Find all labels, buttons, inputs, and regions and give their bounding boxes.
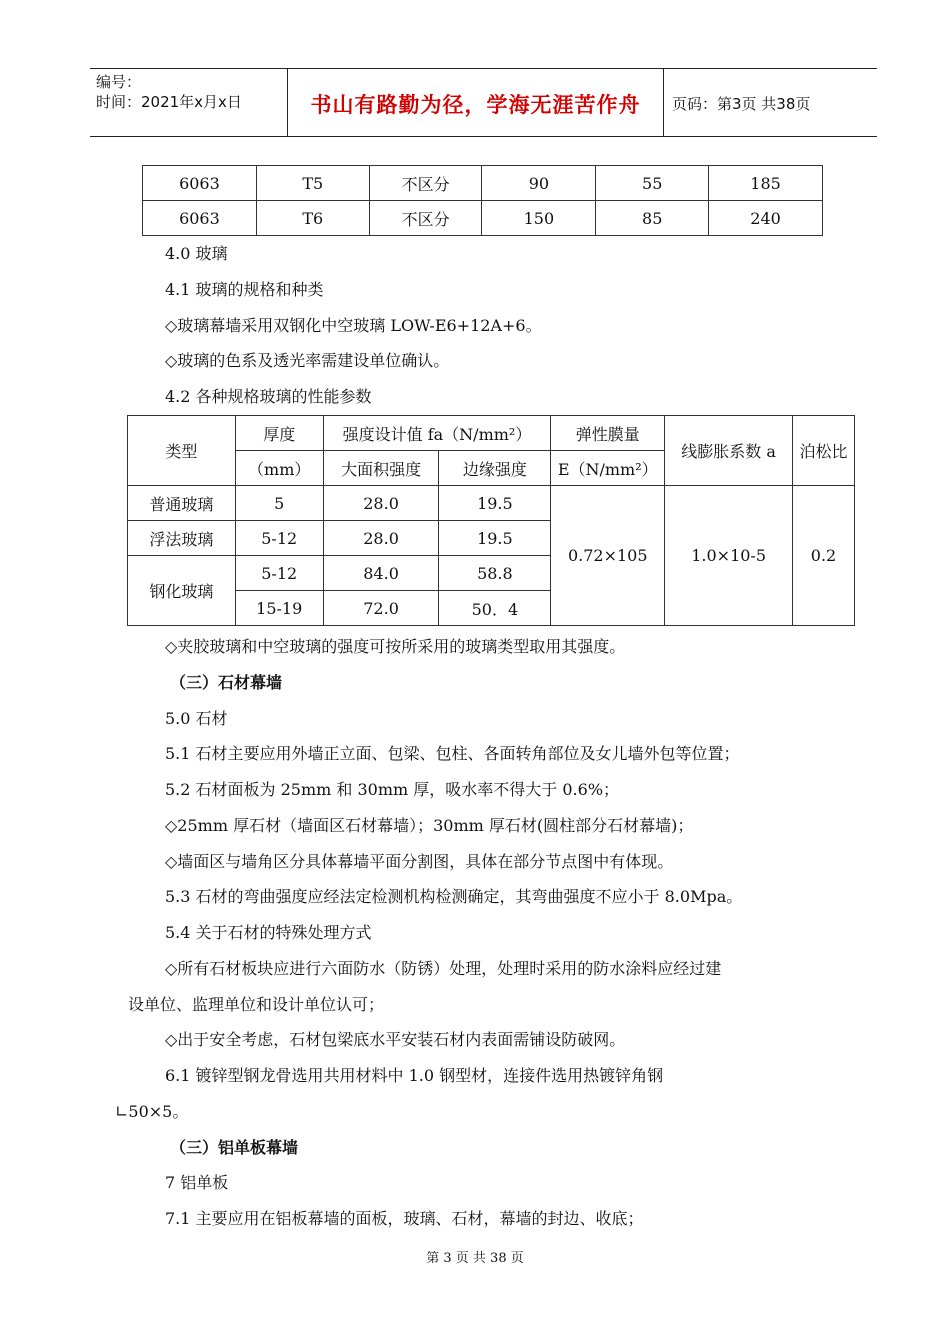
- page-header: [90, 68, 877, 137]
- table-cell: 150: [482, 201, 596, 236]
- page-footer: 第 3 页 共 38 页: [426, 1251, 524, 1266]
- table-cell: 15-19: [235, 591, 323, 626]
- paragraph: 6.1 镀锌型钢龙骨选用共用材料中 1.0 钢型材，连接件选用热镀锌角钢: [165, 1066, 664, 1085]
- table-cell: 普通玻璃: [128, 486, 236, 521]
- table-cell: 浮法玻璃: [128, 521, 236, 556]
- header-meta: [90, 69, 287, 136]
- paragraph: ◇玻璃幕墙采用双钢化中空玻璃 LOW-E6+12A+6。: [165, 316, 542, 335]
- modulus-value: 0.72×105: [551, 486, 665, 626]
- section-heading: 5.0 石材: [165, 709, 228, 728]
- page-counter: 页码：第3页 共38页: [672, 95, 811, 113]
- paragraph: ◇所有石材板块应进行六面防水（防锈）处理，处理时采用的防水涂料应经过建: [165, 959, 722, 978]
- section-heading: 4.1 玻璃的规格和种类: [165, 280, 324, 299]
- header-thickness-unit: （mm）: [235, 451, 323, 486]
- header-type: 类型: [128, 416, 236, 486]
- table-cell: 55: [596, 166, 709, 201]
- header-edge-strength: 边缘强度: [439, 451, 551, 486]
- section-heading: 4.2 各种规格玻璃的性能参数: [165, 387, 372, 406]
- table-cell: 28.0: [323, 486, 439, 521]
- header-thickness: 厚度: [235, 416, 323, 451]
- section-heading: 7 铝单板: [165, 1173, 229, 1192]
- table-cell: 19.5: [439, 521, 551, 556]
- table-cell: 240: [709, 201, 823, 236]
- table-cell: 50．4: [439, 591, 551, 626]
- table-cell: 72.0: [323, 591, 439, 626]
- table-cell: 不区分: [369, 166, 482, 201]
- paragraph: ◇出于安全考虑，石材包梁底水平安装石材内表面需铺设防破网。: [165, 1030, 626, 1049]
- section-heading: 4.0 玻璃: [165, 244, 228, 263]
- table-cell: 5: [235, 486, 323, 521]
- table-cell: 28.0: [323, 521, 439, 556]
- table-cell: 5-12: [235, 521, 323, 556]
- header-strength: 强度设计值 fa（N/mm²）: [323, 416, 551, 451]
- section-title: （三）石材幕墙: [170, 673, 283, 692]
- header-page-cell: [664, 69, 877, 136]
- glass-performance-table: [127, 415, 855, 626]
- paragraph: ◇夹胶玻璃和中空玻璃的强度可按所采用的玻璃类型取用其强度。: [165, 637, 626, 656]
- header-modulus-unit: E（N/mm²）: [551, 451, 665, 486]
- table-row: [128, 486, 855, 521]
- paragraph: ◇墙面区与墙角区分具体幕墙平面分割图，具体在部分节点图中有体现。: [165, 852, 674, 871]
- table-cell: T6: [256, 201, 369, 236]
- motto: 书山有路勤为径，学海无涯苦作舟: [310, 93, 641, 117]
- table-cell: 5-12: [235, 556, 323, 591]
- paragraph: 设单位、监理单位和设计单位认可；: [128, 995, 385, 1014]
- header-modulus: 弹性膜量: [551, 416, 665, 451]
- paragraph: 5.3 石材的弯曲强度应经法定检测机构检测确定，其弯曲强度不应小于 8.0Mpa。: [165, 887, 743, 906]
- paragraph: ◇玻璃的色系及透光率需建设单位确认。: [165, 351, 450, 370]
- table-cell: 不区分: [369, 201, 482, 236]
- paragraph: 7.1 主要应用在铝板幕墙的面板，玻璃、石材，幕墙的封边、收底；: [165, 1209, 644, 1228]
- table-cell: 185: [709, 166, 823, 201]
- poisson-value: 0.2: [793, 486, 855, 626]
- table-cell: 90: [482, 166, 596, 201]
- table-cell: 6063: [143, 166, 257, 201]
- paragraph: 5.1 石材主要应用外墙正立面、包梁、包柱、各面转角部位及女儿墙外包等位置；: [165, 744, 740, 763]
- table-row: [143, 166, 823, 201]
- table-row: [143, 201, 823, 236]
- section-title: （三）铝单板幕墙: [170, 1138, 299, 1157]
- table-cell: 58.8: [439, 556, 551, 591]
- table-cell: 19.5: [439, 486, 551, 521]
- alloy-table: [142, 165, 823, 236]
- header-face-strength: 大面积强度: [323, 451, 439, 486]
- table-cell: 85: [596, 201, 709, 236]
- section-heading: 5.4 关于石材的特殊处理方式: [165, 923, 372, 942]
- paragraph: ◇25mm 厚石材（墙面区石材幕墙）；30mm 厚石材(圆柱部分石材幕墙)；: [165, 816, 694, 835]
- table-cell: 钢化玻璃: [128, 556, 236, 626]
- header-motto-cell: [287, 69, 664, 136]
- expansion-value: 1.0×10-5: [665, 486, 793, 626]
- paragraph: ∟50×5。: [115, 1102, 189, 1121]
- header-poisson: 泊松比: [793, 416, 855, 486]
- number-label: 编号：: [96, 73, 142, 91]
- header-expansion: 线膨胀系数 a: [665, 416, 793, 486]
- paragraph: 5.2 石材面板为 25mm 和 30mm 厚，吸水率不得大于 0.6%；: [165, 780, 620, 799]
- table-cell: T5: [256, 166, 369, 201]
- table-cell: 6063: [143, 201, 257, 236]
- table-header-row: [128, 416, 855, 451]
- table-cell: 84.0: [323, 556, 439, 591]
- time-label: 时间：2021年x月x日: [96, 93, 242, 111]
